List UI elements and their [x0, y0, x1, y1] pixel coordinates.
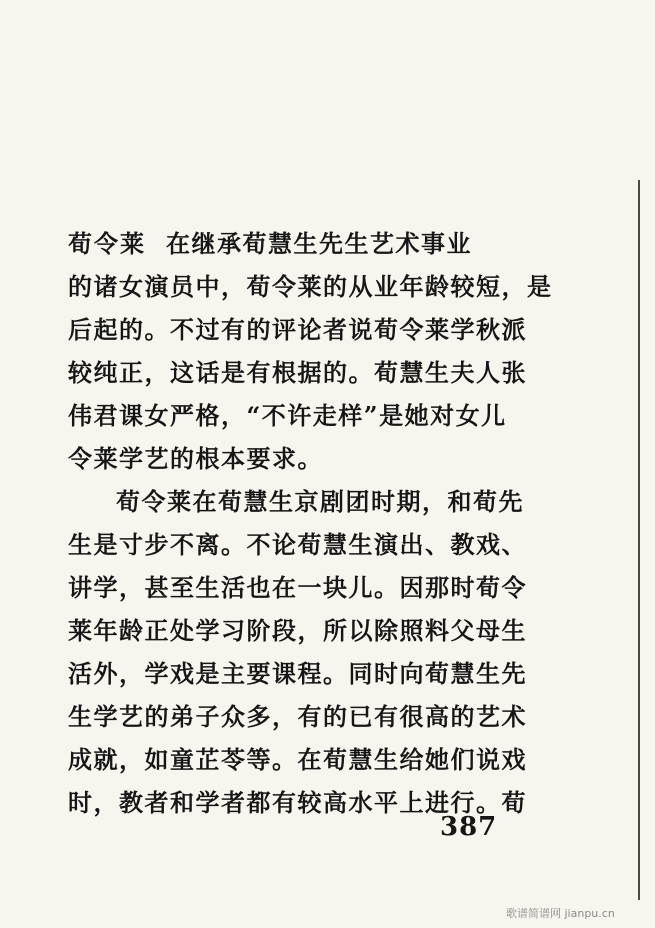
page-edge-rule — [638, 180, 640, 900]
text-line-8: 生是寸步不离。不论荀慧生演出、教戏、 — [68, 530, 527, 559]
text-line-9: 讲学，甚至生活也在一块儿。因那时荀令 — [68, 573, 527, 602]
text-line-10: 莱年龄正处学习阶段，所以除照料父母生 — [68, 616, 527, 645]
text-line-13: 成就，如童芷苓等。在荀慧生给她们说戏 — [68, 745, 527, 774]
body-text — [68, 222, 552, 824]
text-line-4: 较纯正，这话是有根据的。荀慧生夫人张 — [68, 358, 527, 387]
line-text: 在继承荀慧生先生艺术事业 — [166, 229, 472, 258]
text-line-14: 时，教者和学者都有较高水平上进行。荀 — [68, 788, 527, 817]
text-line-1 — [68, 222, 552, 265]
text-line-3: 后起的。不过有的评论者说荀令莱学秋派 — [68, 315, 527, 344]
page-number: 387 — [440, 812, 498, 842]
text-line-12: 生学艺的弟子众多，有的已有很高的艺术 — [68, 702, 527, 731]
section-heading: 荀令莱 — [68, 229, 146, 258]
text-line-6: 令莱学艺的根本要求。 — [68, 444, 323, 473]
text-line-2: 的诸女演员中，荀令莱的从业年龄较短，是 — [68, 272, 553, 301]
text-line-5: 伟君课女严格，“不许走样”是她对女儿 — [68, 401, 507, 430]
site-watermark: 歌谱简谱网 jianpu.cn — [506, 907, 615, 920]
text-line-7: 荀令莱在荀慧生京剧团时期，和荀先 — [116, 487, 524, 516]
text-line-11: 活外，学戏是主要课程。同时向荀慧生先 — [68, 659, 527, 688]
